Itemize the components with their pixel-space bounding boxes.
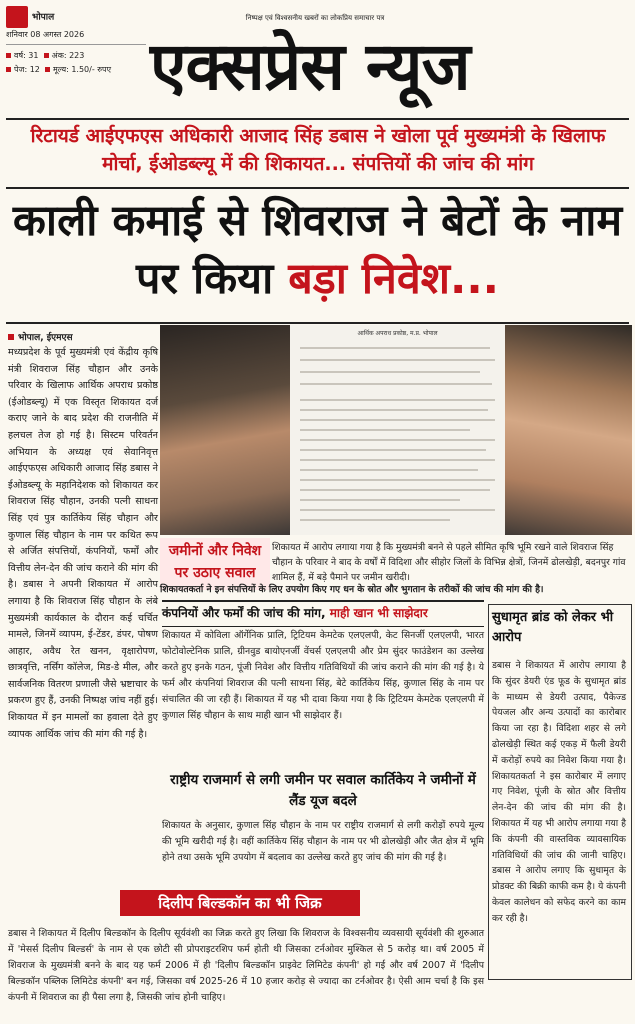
dilip-heading-text: दिलीप बिल्डकॉन का भी जिक्र [158, 894, 322, 912]
sidebar-body: डबास ने शिकायत में आरोप लगाया है कि सुंदर डेयरी एंड फूड के सुधामृत ब्रांड के माध्यम से डेयरी उत्पाद, पैकेज्ड पेयजल और अन्य उत्पादों का कारोबार किया जा रहा है। विदिशा शहर से लगे ढोलखेड़ी स्थित कई एकड़ में फैली डेयरी में करोड़ों रुपये का निवेश किया गया है। शिकायतकर्ता ने इस कारोबार में लगाए गए निवेश, पूंजी के स्रोत और वित्तीय लेन-देन की जांच की मांग की है। शिकायत में यह भी आरोप लगाया गया है कि कंपनी की वास्तविक व्यावसायिक गतिविधियों की जांच की जानी चाहिए। डबास ने आरोप लगाए कि सुधामृत के प्रोडक्ट की बिक्री काफी कम है। ये कंपनी केवल कालेधन को सफेद करने का काम कर रही है। [492, 660, 626, 924]
main-headline [6, 192, 629, 308]
section-body-dilip: डबास ने शिकायत में दिलीप बिल्डकॉन के दिलीप सूर्यवंशी का जिक्र करते हुए लिखा कि शिवराज के विश्वसनीय व्यवसायी सूर्यवंशी की शुरुआत में 'मेसर्स दिलीप बिल्डर्स' के नाम से एक छोटी सी प्रोपराइटरशिप फर्म होती थी जिसका टर्नओवर मुश्किल से 5 करोड़ था। वर्ष 2005 में शिवराज के मुख्यमंत्री बनने के बाद यह फर्म 2006 में ही 'दिलीप बिल्डकॉन प्राइवेट लिमिटेड कंपनी' हो गई और वर्ष 2007 में 'दिलीप बिल्डकॉन पब्लिक लिमिटेड कंपनी' बन गई, जिसका वर्ष 2025-26 में 10 हजार करोड़ से ज्यादा का टर्नओवर है। ऐसी आम चर्चा है कि इस कंपनी में शिवराज का ही पैसा लगा है, जिसकी जांच होनी चाहिए। [8, 928, 484, 1003]
divider [6, 322, 629, 324]
section-body-companies: शिकायत में कोविला ऑर्गेनिक प्रालि, ट्रिटियम केमटेक एलएलपी, केट सिनर्जी एलएलपी, भारत फोटोवोल्टेनिक प्रालि, ग्रीनवुड बायोएनर्जी वेंचर्स एलएलपी और प्रेम सुंदर फाउंडेशन का उल्लेख करते हुए इनके गठन, पूंजी निवेश और वित्तीय गतिविधियों की जांच कराने की मांग की गई है। ये फर्म और कंपनियां शिवराज की पत्नी साधना सिंह, बेटे कार्तिकेय सिंह, कुणाल सिंह के नाम पर संचालित की जा रही हैं। शिकायत में यह भी दावा किया गया है कि ट्रिटियम केमटेक एलएलपी में कुणाल सिंह चौहान के साथ माही खान भी साझेदार हैं। [162, 630, 484, 721]
section-body-land: शिकायत के अनुसार, कुणाल सिंह चौहान के नाम पर राष्ट्रीय राजमार्ग से लगी करोड़ों रुपये मूल्य की भूमि खरीदी गई है। वहीं कार्तिकेय सिंह चौहान के नाम पर भी ढोलखेड़ी और जैत क्षेत्र में भूमि होने तथा उसके भूमि उपयोग में बदलाव का उल्लेख करते हुए जांच की मांग की गई है। [162, 820, 484, 863]
caption-label-text [160, 540, 270, 584]
bullet-icon [45, 67, 50, 72]
masthead-info [6, 6, 146, 77]
bullet-icon [6, 53, 11, 58]
newspaper-name: एक्सप्रेस न्यूज [150, 28, 470, 105]
masthead-price: मूल्य: 1.50/- रुपए [53, 65, 112, 74]
sidebar-heading: सुधामृत ब्रांड को लेकर भी आरोप [492, 610, 614, 645]
headline-text: काली कमाई से शिवराज ने बेटों के नाम पर किया [12, 196, 623, 304]
photo-right-person [505, 325, 632, 535]
masthead-city: भोपाल [32, 12, 55, 23]
photo-caption-2: शिकायतकर्ता ने इन संपत्तियों के लिए उपयोग किए गए धन के स्रोत और भुगतान के तरीकों की जांच की मांग की है। [160, 584, 544, 595]
masthead-year: वर्ष: 31 [14, 51, 39, 60]
masthead [0, 0, 635, 118]
masthead-tagline: निष्पक्ष एवं विश्वसनीय खबरों का लोकप्रिय समाचार पत्र [245, 14, 385, 22]
document-title: आर्थिक अपराध प्रकोष्ठ, म.प्र. भोपाल [357, 330, 438, 337]
divider [6, 118, 629, 120]
complaint-document-image [290, 325, 505, 535]
section1-heading-highlight: माही खान भी साझेदार [329, 606, 428, 620]
bullet-icon [44, 53, 49, 58]
section-heading-land: राष्ट्रीय राजमार्ग से लगी जमीन पर सवाल कार्तिकेय ने जमीनों में लैंड यूज बदले [170, 772, 476, 809]
news-photo [160, 325, 632, 535]
caption-label-line2: पर उठाए सवाल [174, 565, 256, 581]
newspaper-logo-icon [6, 6, 28, 28]
subheadline: रिटायर्ड आईएफएस अधिकारी आजाद सिंह डबास ने खोला पूर्व मुख्यमंत्री के खिलाफ मोर्चा, ईओडब्ल्यू में की शिकायत... संपत्तियों की जांच की मांग [30, 125, 606, 175]
bullet-icon [8, 334, 14, 340]
section1-heading-text: कंपनियों और फर्मों की जांच की मांग, [162, 606, 330, 620]
divider [6, 187, 629, 189]
masthead-date: शनिवार 08 अगस्त 2026 [6, 28, 146, 45]
caption-label-line1: जमीनों और निवेश [168, 543, 262, 559]
byline [8, 330, 158, 343]
photo-left-person [160, 325, 290, 535]
headline-highlight: बड़ा निवेश... [288, 254, 500, 304]
photo-caption: शिकायत में आरोप लगाया गया है कि मुख्यमंत्री बनने से पहले सीमित कृषि भूमि रखने वाले शिवराज सिंह चौहान के परिवार ने बाद के वर्षों में विदिशा और सीहोर जिलों के विभिन्न क्षेत्रों, जिनमें ढोलखेड़ी, बदनपुर गांव शामिल हैं, में बड़े पैमाने पर जमीन खरीदी। [272, 542, 626, 583]
bullet-icon [6, 67, 11, 72]
byline-text: भोपाल, ईएमएस [18, 333, 73, 343]
section-heading-dilip [120, 890, 360, 916]
article-left-column: मध्यप्रदेश के पूर्व मुख्यमंत्री एवं केंद्रीय कृषि मंत्री शिवराज सिंह चौहान और उनके परिवार के खिलाफ आर्थिक अपराध प्रकोष्ठ (ईओडब्ल्यू) में एक विस्तृत शिकायत दर्ज कराए जाने के बाद प्रदेश की राजनीति में हलचल तेज हो गई है। सिस्टम परिवर्तन अभियान के अध्यक्ष एवं सेवानिवृत्त आईएफएस अधिकारी आजाद सिंह डबास ने ईओडब्ल्यू के महानिदेशक को शिकायत कर शिवराज सिंह चौहान, उनकी पत्नी साधना सिंह एवं पुत्र कार्तिकेय सिंह चौहान और कुणाल सिंह चौहान के नाम पर कथित रूप से अर्जित संपत्तियों, कंपनियों, फर्मों और वित्तीय लेन-देन की जांच कराने की मांग की है। डबास ने अपनी शिकायत में आरोप लगाया है कि शिवराज सिंह चौहान के लंबे मुख्यमंत्री कार्यकाल के दौरान कई चर्चित मामले, जिनमें व्यापम, ई-टेंडर, डंपर, पोषण आहार, अवैध रेत खनन, वृक्षारोपण, छात्रवृत्ति, नर्सिंग कॉलेज, मिड-डे मील, और सार्वजनिक वितरण प्रणाली जैसे भ्रष्टाचार के प्रकरण हुए हैं, उनकी निष्पक्ष जांच नहीं हुई। शिकायत में इन मामलों का हवाला देते हुए व्यापक आर्थिक जांच की मांग की गई है। [8, 347, 158, 740]
masthead-issue: अंक: 223 [51, 51, 85, 60]
section-heading-companies [162, 600, 484, 627]
masthead-pages: पेज: 12 [14, 65, 40, 74]
